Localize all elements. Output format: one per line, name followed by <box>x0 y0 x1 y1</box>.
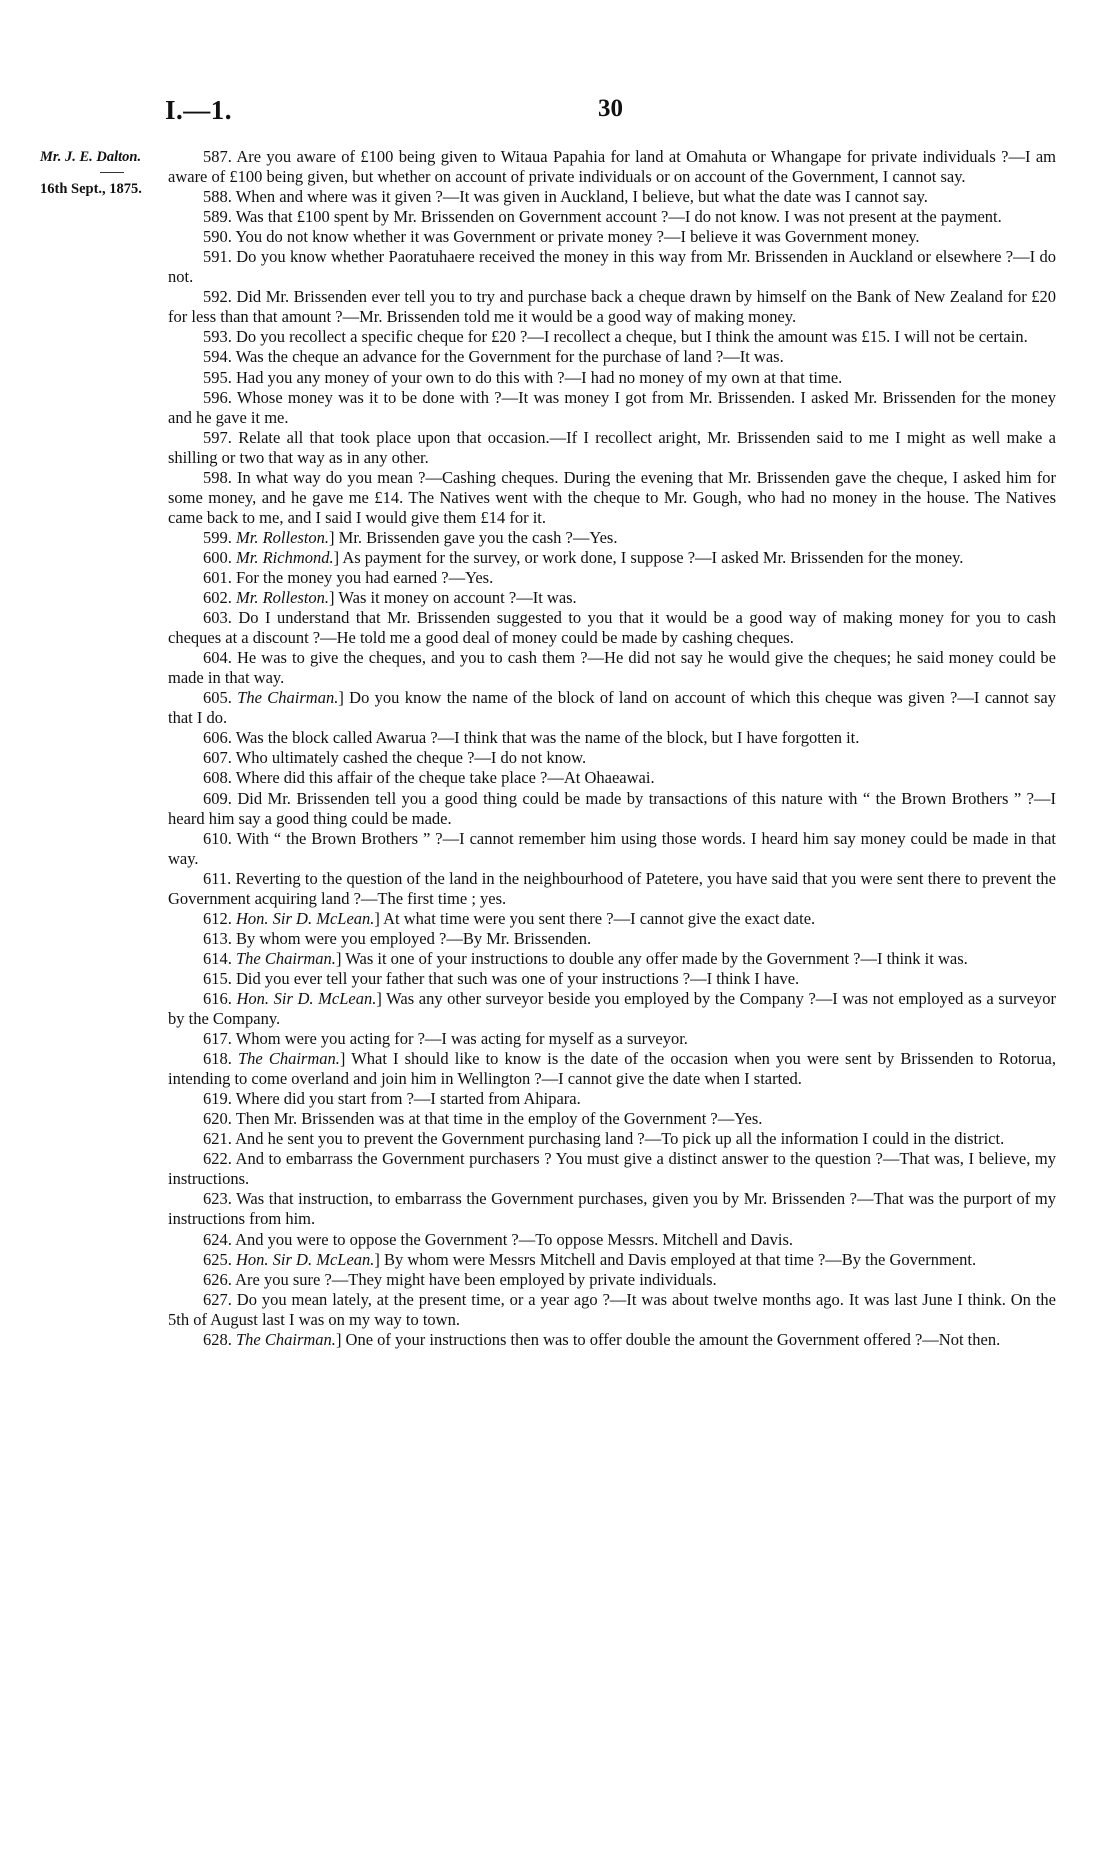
question-paragraph: 592. Did Mr. Brissenden ever tell you to try and purchase back a cheque drawn by himself on the Bank of New Zealand for £20 for less than that amount ?—Mr. Brissenden told me it would be a good way of making money. <box>168 287 1056 327</box>
margin-date: 16th Sept., 1875. <box>40 181 142 197</box>
question-paragraph <box>168 688 1056 728</box>
question-paragraph: 598. In what way do you mean ?—Cashing cheques. During the evening that Mr. Brissenden gave the cheque, I asked him for some money, and he gave me £14. The Natives went with the cheque to Mr. Gough, who had no money in the house. The Natives came back to me, and I said I would give them £14 for it. <box>168 467 1056 527</box>
question-text: ] Was it one of your instructions to double any offer made by the Government ?—I think it was. <box>335 948 968 968</box>
question-paragraph: 594. Was the cheque an advance for the Government for the purchase of land ?—It was. <box>203 347 784 367</box>
question-paragraph: 606. Was the block called Awarua ?—I think that was the name of the block, but I have forgotten it. <box>203 728 860 748</box>
question-paragraph: 610. With “ the Brown Brothers ” ?—I cannot remember him using those words. I heard him say money could be made in that way. <box>168 828 1056 868</box>
question-number: 602. <box>203 588 232 608</box>
question-text: ] What I should like to know is the date of the occasion when you were sent by Brissenden to Rotorua, intending to come overland and join him in Wellington ?—I cannot give the date when I started. <box>168 1049 1056 1089</box>
page-number: 30 <box>598 95 623 122</box>
question-text: ] As payment for the survey, or work done, I suppose ?—I asked Mr. Brissenden for the money. <box>333 547 964 567</box>
question-text: ] One of your instructions then was to offer double the amount the Government offered ?—Not then. <box>335 1329 1001 1349</box>
question-paragraph: 596. Whose money was it to be done with ?—It was money I got from Mr. Brissenden. I asked Mr. Brissenden for the money and he gave it me. <box>168 387 1056 427</box>
question-paragraph: 607. Who ultimately cashed the cheque ?—I do not know. <box>203 748 587 768</box>
margin-divider <box>100 172 124 173</box>
document-reference: I.—1. <box>165 95 233 125</box>
question-paragraph: 611. Reverting to the question of the land in the neighbourhood of Patetere, you have said that you were sent there to prevent the Government acquiring land ?—The first time ; yes. <box>168 868 1056 908</box>
question-paragraph: 622. And to embarrass the Government purchasers ? You must give a distinct answer to the question ?—That was, I believe, my instructions. <box>168 1149 1056 1189</box>
question-paragraph: 623. Was that instruction, to embarrass the Government purchases, given you by Mr. Brissenden ?—That was the purport of my instructions from him. <box>168 1189 1056 1229</box>
question-number: 628. <box>203 1329 232 1349</box>
speaker-name: Mr. Rolleston. <box>236 527 330 547</box>
question-paragraph: 609. Did Mr. Brissenden tell you a good thing could be made by transactions of this nature with “ the Brown Brothers ” ?—I heard him say a good thing could be made. <box>168 788 1056 828</box>
question-text: ] Was any other surveyor beside you employed by the Company ?—I was not employed as a surveyor by the Company. <box>168 988 1057 1029</box>
question-paragraph <box>168 548 1056 568</box>
question-paragraph: 615. Did you ever tell your father that such was one of your instructions ?—I think I have. <box>203 968 800 988</box>
question-paragraph <box>168 989 1056 1029</box>
question-paragraph: 613. By whom were you employed ?—By Mr. Brissenden. <box>203 928 592 948</box>
testimony-body <box>168 147 1056 1350</box>
question-number: 616. <box>203 988 232 1008</box>
question-paragraph: 601. For the money you had earned ?—Yes. <box>203 567 494 587</box>
question-paragraph <box>168 949 1056 969</box>
question-number: 600. <box>203 547 232 567</box>
question-number: 618. <box>203 1049 232 1069</box>
question-paragraph <box>168 588 1056 608</box>
question-paragraph <box>168 1330 1056 1350</box>
question-paragraph: 626. Are you sure ?—They might have been employed by private individuals. <box>203 1269 717 1289</box>
question-number: 612. <box>203 908 232 928</box>
question-paragraph: 608. Where did this affair of the cheque take place ?—At Ohaeawai. <box>203 768 655 788</box>
question-text: ] By whom were Messrs Mitchell and Davis employed at that time ?—By the Government. <box>374 1249 977 1269</box>
speaker-name: Hon. Sir D. McLean. <box>236 988 377 1008</box>
question-paragraph: 593. Do you recollect a specific cheque for £20 ?—I recollect a cheque, but I think the amount was £15. I will not be certain. <box>203 327 1028 347</box>
speaker-name: The Chairman. <box>236 1329 336 1349</box>
question-text: ] At what time were you sent there ?—I cannot give the exact date. <box>374 908 816 928</box>
question-paragraph: 588. When and where was it given ?—It was given in Auckland, I believe, but what the date was I cannot say. <box>203 187 928 207</box>
question-paragraph <box>168 1250 1056 1270</box>
speaker-name: Mr. Richmond. <box>236 547 334 567</box>
question-number: 605. <box>203 688 232 708</box>
question-paragraph: 620. Then Mr. Brissenden was at that time in the employ of the Government ?—Yes. <box>203 1109 763 1129</box>
question-text: ] Was it money on account ?—It was. <box>329 588 577 608</box>
question-paragraph: 589. Was that £100 spent by Mr. Brissenden on Government account ?—I do not know. I was not present at the payment. <box>203 207 1002 227</box>
question-paragraph <box>168 1049 1056 1089</box>
question-number: 599. <box>203 527 232 547</box>
speaker-name: Hon. Sir D. McLean. <box>236 1249 375 1269</box>
speaker-name: The Chairman. <box>237 1049 340 1069</box>
speaker-name: Hon. Sir D. McLean. <box>236 908 375 928</box>
question-paragraph: 604. He was to give the cheques, and you to cash them ?—He did not say he would give the cheques; he said money could be made in that way. <box>168 648 1056 688</box>
question-paragraph: 621. And he sent you to prevent the Government purchasing land ?—To pick up all the information I could in the district. <box>203 1129 1005 1149</box>
question-paragraph: 603. Do I understand that Mr. Brissenden suggested to you that it would be a good way of making money for you to cash cheques at a discount ?—He told me a good deal of money could be made by cashing cheques. <box>168 608 1056 648</box>
question-paragraph: 617. Whom were you acting for ?—I was acting for myself as a surveyor. <box>203 1029 688 1049</box>
question-paragraph: 624. And you were to oppose the Government ?—To oppose Messrs. Mitchell and Davis. <box>203 1229 793 1249</box>
question-paragraph: 595. Had you any money of your own to do this with ?—I had no money of my own at that time. <box>203 367 843 387</box>
question-paragraph <box>168 528 1056 548</box>
question-number: 625. <box>203 1249 232 1269</box>
question-text: ] Do you know the name of the block of land on account of which this cheque was given ?—I cannot say that I do. <box>168 688 1057 728</box>
speaker-name: Mr. Rolleston. <box>236 588 330 608</box>
speaker-name: The Chairman. <box>236 948 336 968</box>
question-paragraph: 591. Do you know whether Paoratuhaere received the money in this way from Mr. Brissenden in Auckland or elsewhere ?—I do not. <box>168 247 1056 287</box>
question-number: 614. <box>203 948 232 968</box>
margin-witness-name: Mr. J. E. Dalton. <box>40 149 142 165</box>
question-paragraph <box>168 909 1056 929</box>
question-paragraph: 590. You do not know whether it was Government or private money ?—I believe it was Government money. <box>203 227 920 247</box>
speaker-name: The Chairman. <box>237 688 339 708</box>
question-paragraph: 597. Relate all that took place upon that occasion.—If I recollect aright, Mr. Brissenden said to me I might as well make a shilling or two that way as in any other. <box>168 427 1056 467</box>
question-paragraph: 627. Do you mean lately, at the present time, or a year ago ?—It was about twelve months ago. It was last June I think. On the 5th of August last I was on my way to town. <box>168 1289 1056 1329</box>
question-paragraph: 587. Are you aware of £100 being given to Witaua Papahia for land at Omahuta or Whangape for private individuals ?—I am aware of £100 being given, but whether on account of private individuals or on account of the Government, I cannot say. <box>168 147 1056 187</box>
question-paragraph: 619. Where did you start from ?—I started from Ahipara. <box>203 1089 581 1109</box>
question-text: ] Mr. Brissenden gave you the cash ?—Yes. <box>329 527 618 547</box>
